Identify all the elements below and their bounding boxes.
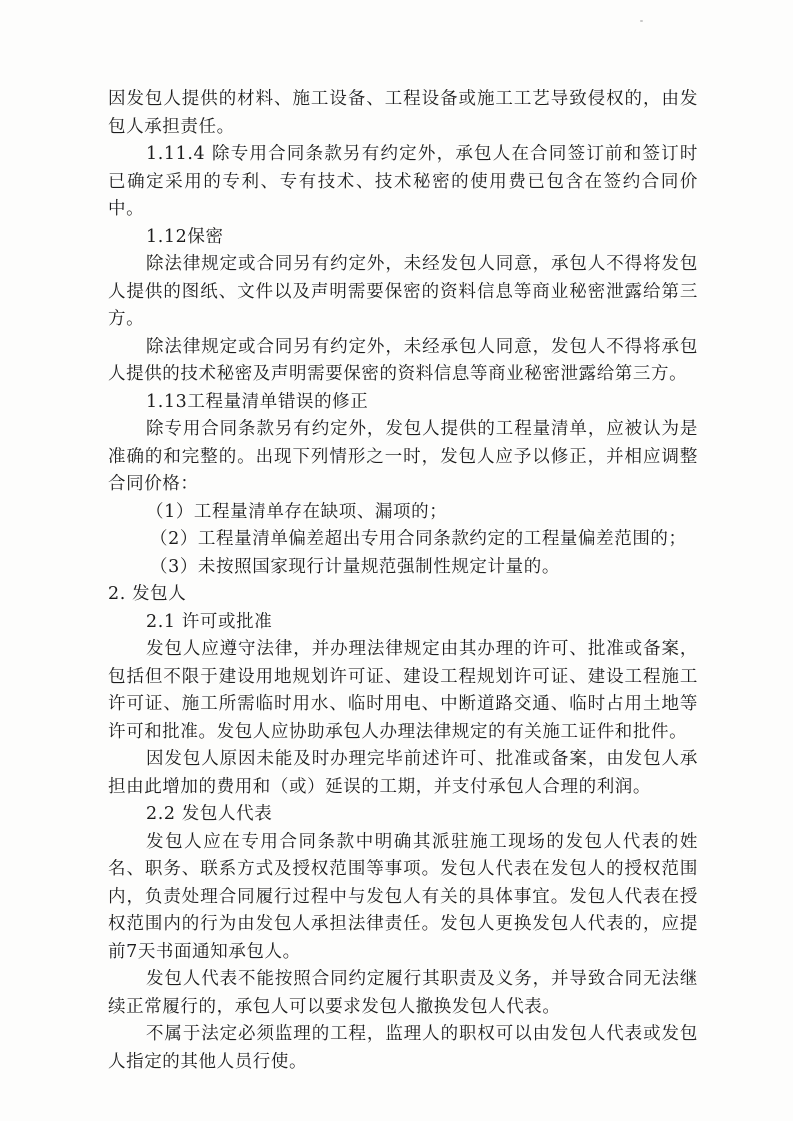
scan-speck — [640, 20, 643, 22]
document-body — [108, 86, 698, 1076]
paragraph-representative-duties: 发包人应在专用合同条款中明确其派驻施工现场的发包人代表的姓名、职务、联系方式及授权范围等事项。发包人代表在发包人的授权范围内，负责处理合同履行过程中与发包人有关的具体事宜。发包人代表在授权范围内的行为由发包人承担法律责任。发包人更换发包人代表的，应提前7天书面通知承包人。 — [108, 831, 698, 962]
paragraph-non-supervised-works: 不属于法定必须监理的工程，监理人的职权可以由发包人代表或发包人指定的其他人员行使。 — [108, 1024, 698, 1072]
paragraph-permit-delay: 因发包人原因未能及时办理完毕前述许可、批准或备案，由发包人承担由此增加的费用和（或）延误的工期，并支付承包人合理的利润。 — [108, 749, 698, 797]
paragraph-confidentiality-contractor: 除法律规定或合同另有约定外，未经发包人同意，承包人不得将发包人提供的图纸、文件以及声明需要保密的资料信息等商业秘密泄露给第三方。 — [108, 254, 698, 329]
paragraph-representative-replacement: 发包人代表不能按照合同约定履行其职责及义务，并导致合同无法继续正常履行的，承包人可以要求发包人撤换发包人代表。 — [108, 969, 698, 1017]
list-item-1: （1）工程量清单存在缺项、漏项的； — [146, 501, 448, 522]
list-item-3: （3）未按照国家现行计量规范强制性规定计量的。 — [150, 556, 560, 577]
heading-2-employer: 2. 发包人 — [108, 584, 187, 604]
heading-2-2-employer-representative: 2.2 发包人代表 — [146, 804, 273, 824]
heading-1-12-confidentiality: 1.12保密 — [146, 226, 224, 247]
paragraph-confidentiality-employer: 除法律规定或合同另有约定外，未经承包人同意，发包人不得将承包人提供的技术秘密及声明需要保密的资料信息等商业秘密泄露给第三方。 — [108, 336, 698, 384]
paragraph-permits: 发包人应遵守法律，并办理法律规定由其办理的许可、批准或备案，包括但不限于建设用地规划许可证、建设工程规划许可证、建设工程施工许可证、施工所需临时用水、临时用电、中断道路交通、临时占用土地等许可和批准。发包人应协助承包人办理法律规定的有关施工证件和批件。 — [108, 639, 698, 742]
paragraph-1-11-4: 1.11.4 除专用合同条款另有约定外，承包人在合同签订前和签订时已确定采用的专利、专有技术、技术秘密的使用费已包含在签约合同价中。 — [108, 144, 698, 219]
heading-2-1-permits: 2.1 许可或批准 — [146, 611, 273, 632]
paragraph-bill-of-quantities: 除专用合同条款另有约定外，发包人提供的工程量清单，应被认为是准确的和完整的。出现下列情形之一时，发包人应予以修正，并相应调整合同价格： — [108, 419, 698, 494]
list-item-2: （2）工程量清单偏差超出专用合同条款约定的工程量偏差范围的； — [150, 529, 687, 549]
heading-1-13-bill-of-quantities: 1.13工程量清单错误的修正 — [146, 391, 369, 412]
paragraph-infringement-liability: 因发包人提供的材料、施工设备、工程设备或施工工艺导致侵权的，由发包人承担责任。 — [108, 89, 698, 137]
